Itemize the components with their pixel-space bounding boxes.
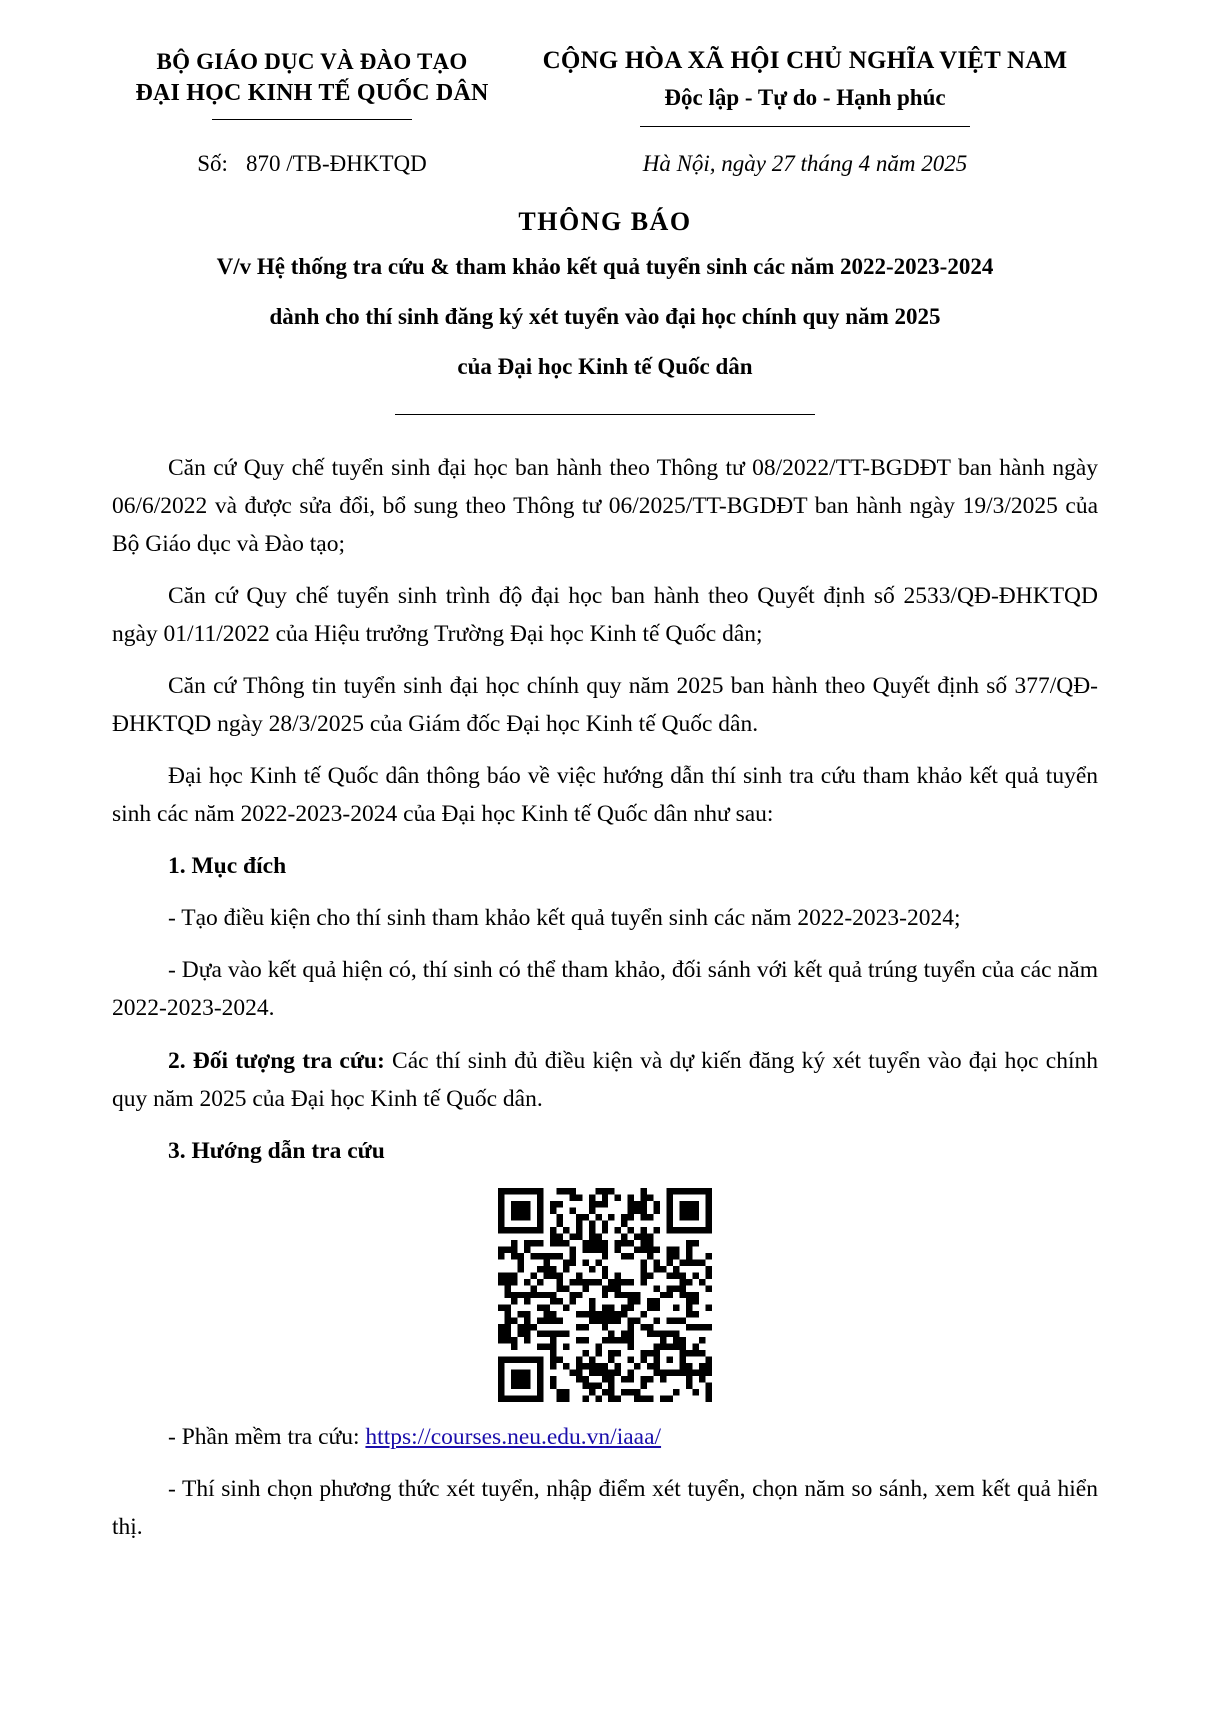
section-1-item-2: - Dựa vào kết quả hiện có, thí sinh có thể tham khảo, đối sánh với kết quả trúng tuyển của các năm 2022-2023-2024. <box>112 957 1098 1022</box>
instruction-step-line: - Thí sinh chọn phương thức xét tuyển, nhập điểm xét tuyển, chọn năm so sánh, xem kết quả hiển thị. <box>112 1475 1098 1540</box>
document-number-label: Số: <box>197 150 228 176</box>
title-divider <box>395 414 815 415</box>
subject-line-3: của Đại học Kinh tế Quốc dân <box>457 354 753 380</box>
subject-line-1: V/v Hệ thống tra cứu & tham khảo kết quả tuyển sinh các năm 2022-2023-2024 <box>216 253 994 279</box>
title-block <box>112 207 1098 415</box>
qr-code-icon[interactable] <box>498 1188 712 1402</box>
lookup-software-link[interactable]: https://courses.neu.edu.vn/iaaa/ <box>365 1423 662 1450</box>
document-number <box>112 151 512 177</box>
place-and-date: Hà Nội, ngày 27 tháng 4 năm 2025 <box>642 150 968 176</box>
nation-name: CỘNG HÒA XÃ HỘI CHỦ NGHĨA VIỆT NAM <box>542 47 1068 74</box>
section-2-paragraph <box>112 1042 1098 1118</box>
nation-motto: Độc lập - Tự do - Hạnh phúc <box>664 84 946 110</box>
document-type: THÔNG BÁO <box>518 206 692 236</box>
document-number-suffix: /TB-ĐHKTQD <box>286 150 427 176</box>
header-divider-right <box>640 126 970 127</box>
section-1-heading: 1. Mục đích <box>168 853 287 880</box>
document-number-value: 870 <box>245 150 281 176</box>
legal-basis-2: Căn cứ Quy chế tuyển sinh trình độ đại học ban hành theo Quyết định số 2533/QĐ-ĐHKTQD ngày 01/11/2022 của Hiệu trưởng Trường Đại học Kinh tế Quốc dân; <box>112 582 1098 647</box>
document-header <box>112 44 1098 127</box>
issuing-authority-block <box>112 44 512 120</box>
section-2-text: Các thí sinh đủ điều kiện và dự kiến đăng ký xét tuyển vào đại học chính quy năm 2025 của Đại học Kinh tế Quốc dân. <box>112 1047 1098 1112</box>
qr-code-container <box>112 1188 1098 1402</box>
section-2-heading: 2. Đối tượng tra cứu: <box>168 1047 385 1074</box>
section-3-heading: 3. Hướng dẫn tra cứu <box>168 1137 385 1164</box>
section-1-item-1: - Tạo điều kiện cho thí sinh tham khảo kết quả tuyển sinh các năm 2022-2023-2024; <box>168 905 961 932</box>
announcement-intro: Đại học Kinh tế Quốc dân thông báo về việc hướng dẫn thí sinh tra cứu tham khảo kết quả tuyển sinh các năm 2022-2023-2024 của Đại học Kinh tế Quốc dân như sau: <box>112 763 1098 828</box>
header-divider-left <box>212 119 412 120</box>
legal-basis-1: Căn cứ Quy chế tuyển sinh đại học ban hành theo Thông tư 08/2022/TT-BGDĐT ban hành ngày 06/6/2022 và được sửa đổi, bổ sung theo Thông tư 06/2025/TT-BGDĐT ban hành ngày 19/3/2025 của Bộ Giáo dục và Đào tạo; <box>112 454 1098 557</box>
university-name: ĐẠI HỌC KINH TẾ QUỐC DÂN <box>135 80 489 107</box>
ministry-name: BỘ GIÁO DỤC VÀ ĐÀO TẠO <box>156 49 468 74</box>
software-label: - Phần mềm tra cứu: <box>168 1423 366 1450</box>
legal-basis-3: Căn cứ Thông tin tuyển sinh đại học chính quy năm 2025 ban hành theo Quyết định số 377/QĐ-ĐHKTQD ngày 28/3/2025 của Giám đốc Đại học Kinh tế Quốc dân. <box>112 673 1098 738</box>
number-and-date-row <box>112 151 1098 177</box>
national-heading-block <box>512 44 1098 127</box>
document-body <box>112 449 1098 1546</box>
software-link-line <box>112 1418 1098 1456</box>
subject-line-2: dành cho thí sinh đăng ký xét tuyển vào đại học chính quy năm 2025 <box>269 304 941 330</box>
